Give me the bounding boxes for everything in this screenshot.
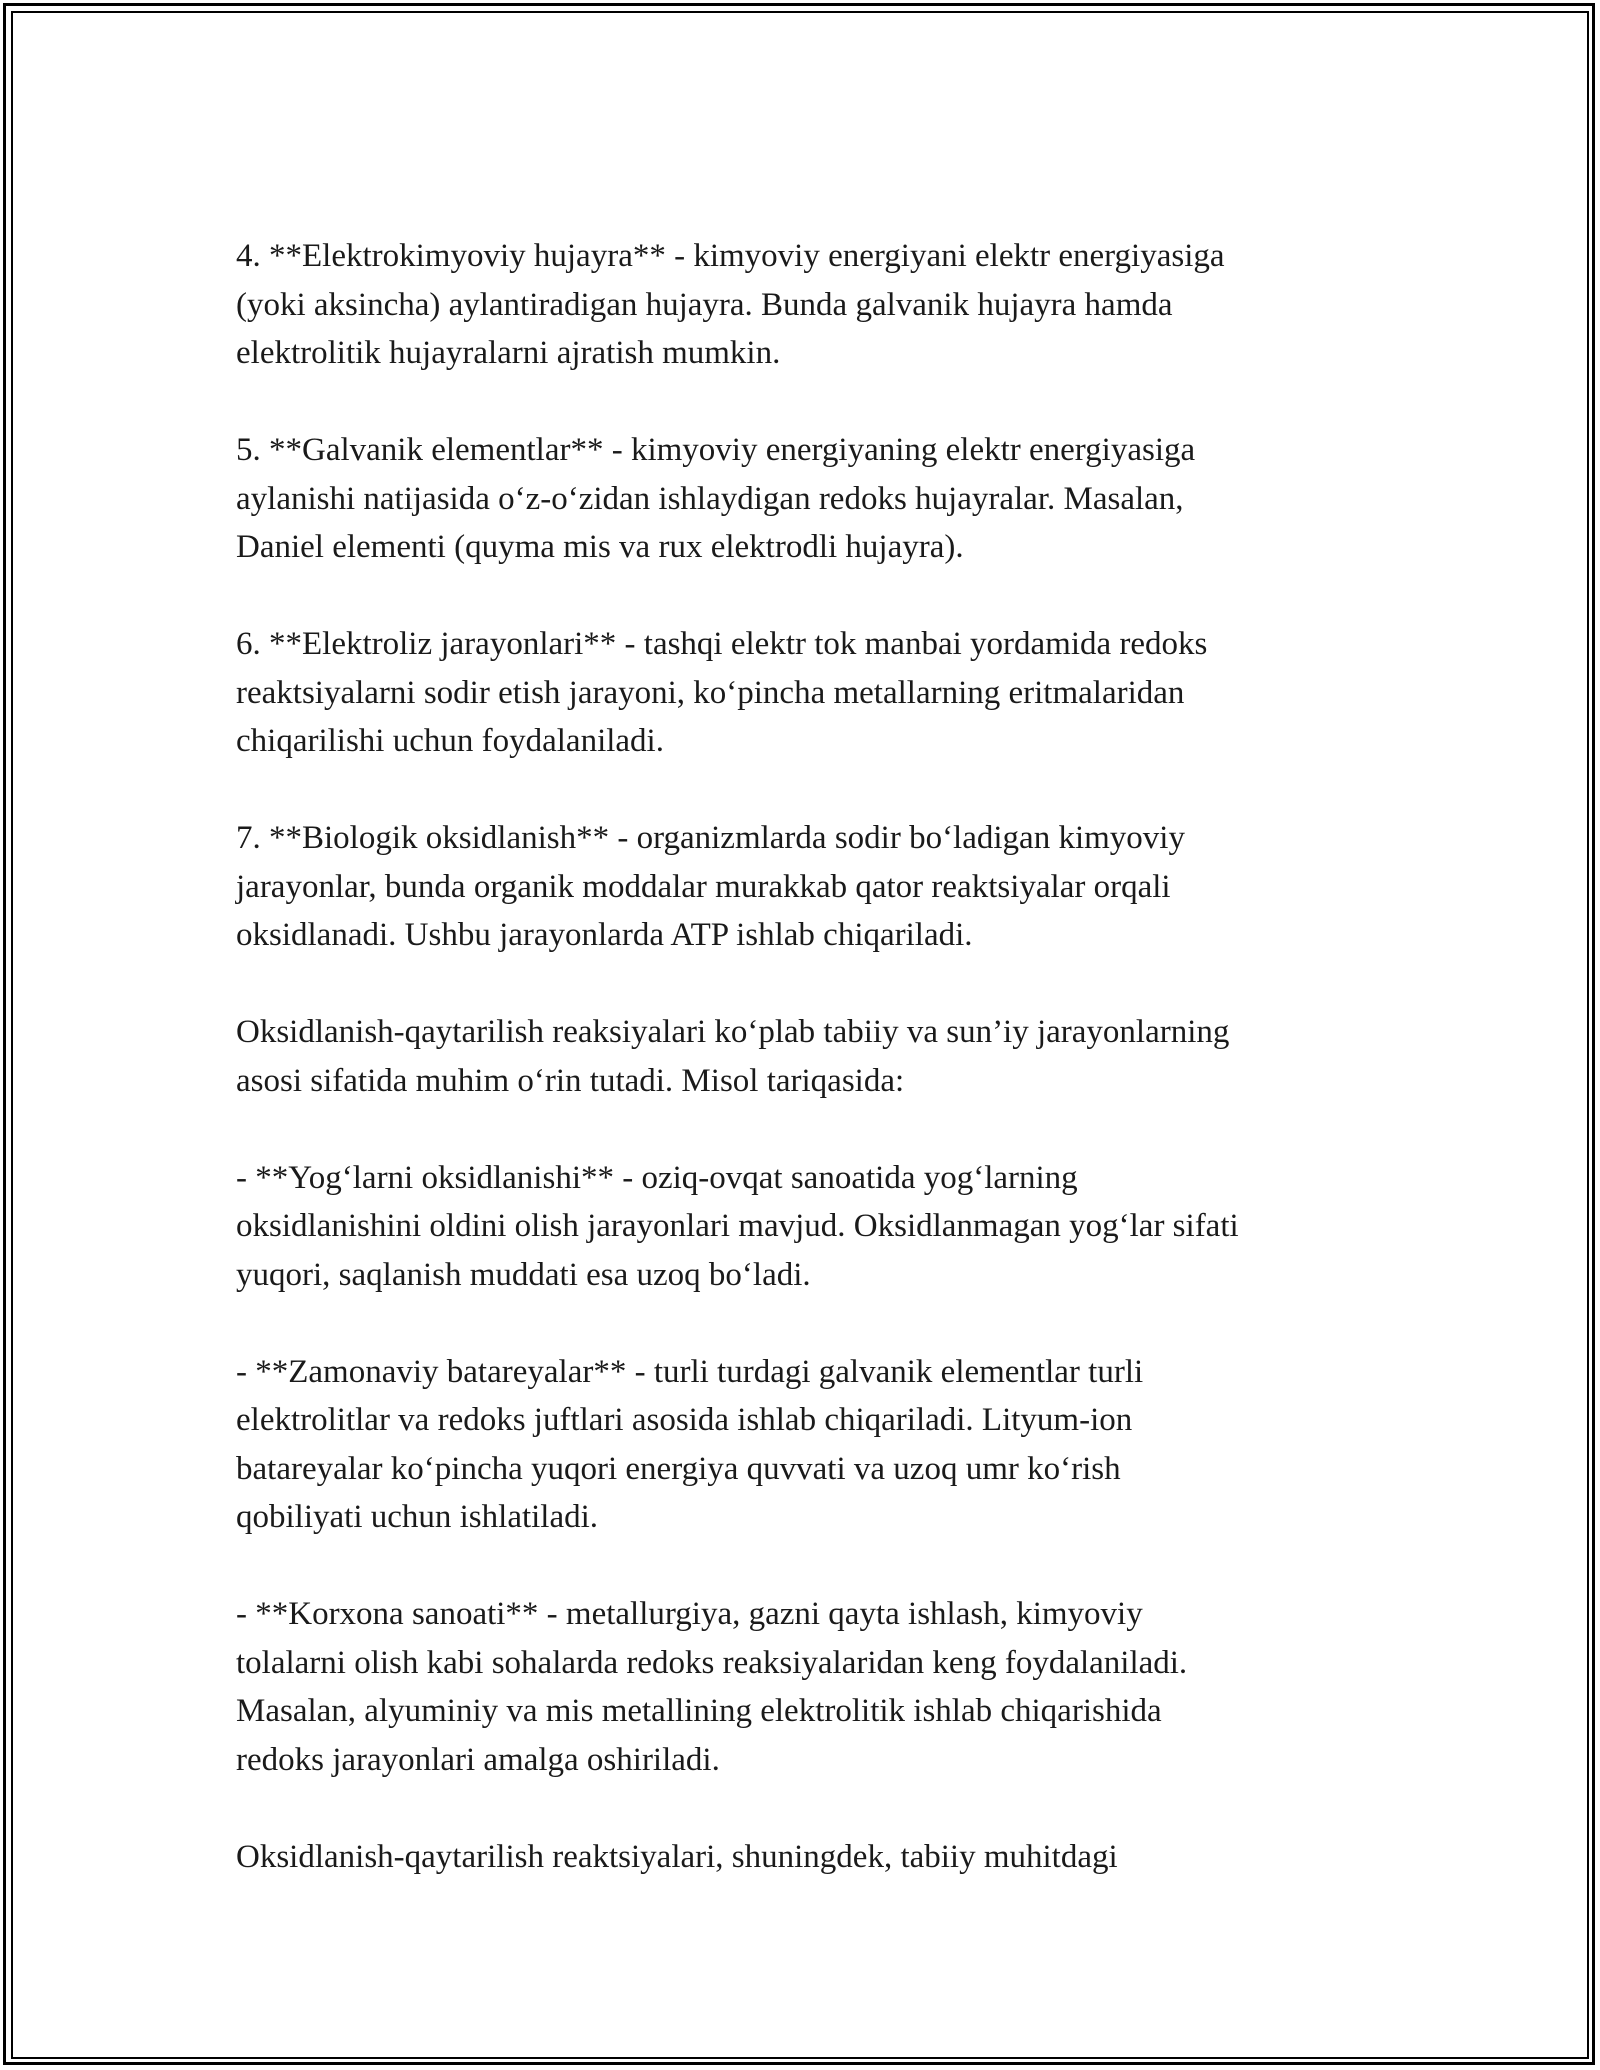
paragraph-redox-importance: Oksidlanish-qaytarilish reaksiyalari ko‘plab tabiiy va sun’iy jarayonlarning asosi sifatida muhim o‘rin tutadi. Misol tariqasida: — [236, 1014, 1230, 1099]
paragraph-natural-environment: Oksidlanish-qaytarilish reaktsiyalari, shuningdek, tabiiy muhitdagi — [236, 1838, 1118, 1875]
paragraph-industry: - **Korxona sanoati** - metallurgiya, gazni qayta ishlash, kimyoviy tolalarni olish kabi sohalarda redoks reaksiyalaridan keng foydalaniladi. Masalan, alyuminiy va mis metallining elektrolitik ishlab chiqarishida redoks jarayonlari amalga oshiriladi. — [236, 1596, 1188, 1778]
document-body — [236, 232, 1366, 1881]
paragraph-biological-oxidation: 7. **Biologik oksidlanish** - organizmlarda sodir bo‘ladigan kimyoviy jarayonlar, bunda organik moddalar murakkab qator reaktsiyalar orqali oksidlanadi. Ushbu jarayonlarda ATP ishlab chiqariladi. — [236, 820, 1185, 953]
paragraph-modern-batteries: - **Zamonaviy batareyalar** - turli turdagi galvanik elementlar turli elektrolitlar va redoks juftlari asosida ishlab chiqariladi. Lityum-ion batareyalar ko‘pincha yuqori energiya quvvati va uzoq umr ko‘rish qobiliyati uchun ishlatiladi. — [236, 1353, 1144, 1535]
paragraph-fat-oxidation: - **Yog‘larni oksidlanishi** - oziq-ovqat sanoatida yog‘larning oksidlanishini oldini olish jarayonlari mavjud. Oksidlanmagan yog‘lar sifati yuqori, saqlanish muddati esa uzoq bo‘ladi. — [236, 1159, 1239, 1293]
paragraph-electrolysis: 6. **Elektroliz jarayonlari** - tashqi elektr tok manbai yordamida redoks reaktsiyalarni sodir etish jarayoni, ko‘pincha metallarning eritmalaridan chiqarilishi uchun foydalaniladi. — [236, 626, 1208, 759]
paragraph-galvanic-elements: 5. **Galvanik elementlar** - kimyoviy energiyaning elektr energiyasiga aylanishi natijasida o‘z-o‘zidan ishlaydigan redoks hujayralar. Masalan, Daniel elementi (quyma mis va rux elektrodli hujayra). — [236, 432, 1196, 565]
paragraph-electrochemical-cell: 4. **Elektrokimyoviy hujayra** - kimyoviy energiyani elektr energiyasiga (yoki aksincha) aylantiradigan hujayra. Bunda galvanik hujayra hamda elektrolitik hujayralarni ajratish mumkin. — [236, 238, 1225, 371]
